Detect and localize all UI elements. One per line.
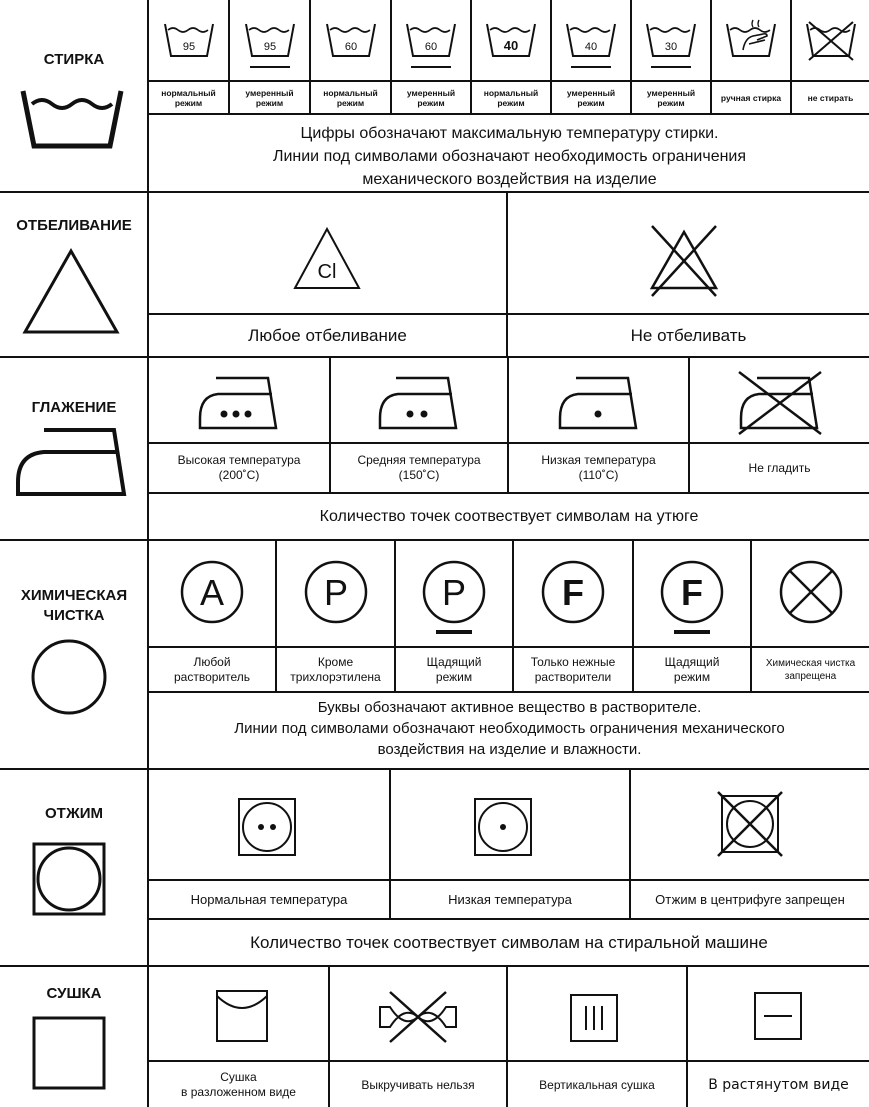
do-not-dry-clean-icon [777, 558, 845, 626]
label-line: Высокая температура [177, 453, 301, 467]
bleach-triangle-icon [22, 248, 120, 336]
wash-temp-label: 60 [344, 41, 357, 53]
bleach-any-label: Любое отбеливание [248, 325, 407, 345]
drip-dry-icon [570, 994, 618, 1042]
dry-cleaning-label [634, 648, 750, 691]
do-not-wring-label: Выкручивать нельзя [361, 1077, 475, 1092]
wash-temp-label: 40 [503, 38, 519, 53]
label-line: трихлорэтилена [290, 669, 381, 684]
iron-temperature-label [149, 444, 329, 492]
chlorine-label: Cl [317, 261, 337, 283]
iron-temperature-label [509, 444, 688, 492]
drycleaning-note-line: воздействия на изделие и влажности. [377, 741, 642, 758]
no-spin-label: Отжим в центрифуге запрещен [655, 892, 845, 907]
dry-flat-label-line: в разложенном виде [181, 1084, 296, 1099]
washing-note-line: механического воздействия на изделие [362, 171, 657, 188]
label-line: режим [673, 669, 711, 684]
wash-temp-label: 40 [584, 41, 598, 53]
gentle-process-bar [436, 630, 472, 634]
section-title-ironing: ГЛАЖЕНИЕ [31, 399, 117, 416]
label-line: Только нежные [530, 654, 616, 669]
dry-flat-icon [216, 990, 268, 1042]
iron-medium-icon [374, 370, 464, 436]
label-line: (150˚C) [398, 468, 440, 482]
wash-temp-label: 95 [263, 41, 276, 53]
bleach-chlorine-icon [292, 226, 362, 292]
iron-icon [14, 426, 128, 498]
wash-40-icon [483, 18, 539, 62]
no-tumble-dry-icon [716, 790, 784, 858]
dry-cleaning-label [514, 648, 632, 691]
gentle-cycle-bar [571, 66, 611, 68]
label-line: (110˚C) [578, 468, 619, 482]
solvent-letter: F [681, 572, 703, 613]
label-line: Низкая температура [541, 453, 656, 467]
wash-60-icon [323, 18, 379, 62]
gentle-process-bar [674, 630, 710, 634]
label-line: режим [435, 669, 473, 684]
gentle-cycle-bar [250, 66, 290, 68]
label-line: Щадящий [664, 654, 720, 669]
label-line: Любой [193, 654, 231, 669]
washing-note-line: Цифры обозначают максимальную температуру стирки. [300, 125, 719, 142]
dry-flat-label-line: Сушка [220, 1069, 257, 1084]
spin-low-icon [474, 798, 532, 856]
label-line: Щадящий [426, 654, 482, 669]
wash-mode-label: умеренный режим [245, 87, 294, 108]
do-not-wring-icon [376, 990, 460, 1044]
dry-clean-any-solvent-icon [178, 558, 246, 626]
section-title-bleaching: ОТБЕЛИВАНИЕ [16, 217, 132, 234]
line-dry-icon [754, 992, 802, 1040]
section-title-spinning: ОТЖИМ [44, 805, 104, 822]
spin-normal-icon [238, 798, 296, 856]
wash-temp-label: 30 [664, 41, 678, 53]
spin-low-label: Низкая температура [448, 892, 572, 907]
spin-normal-label: Нормальная температура [190, 892, 348, 907]
wash-mode-label: умеренный режим [406, 87, 456, 108]
wash-temp-label: 95 [182, 41, 195, 53]
label-line: растворители [534, 669, 612, 684]
wash-temp-label: 60 [424, 41, 438, 53]
dry-clean-perchlorethylene-icon [302, 558, 370, 626]
label-line: (200˚C) [218, 468, 260, 482]
tumble-dry-icon [32, 842, 106, 916]
wash-95-gentle-icon [242, 18, 298, 62]
dry-clean-gentle-f-icon [658, 558, 726, 626]
iron-low-icon [554, 370, 644, 436]
washing-note-line: Линии под символами обозначают необходимость ограничения [272, 148, 747, 165]
wash-mode-label: нормальный режим [161, 87, 216, 108]
solvent-letter: F [562, 572, 584, 613]
iron-temperature-label [690, 444, 869, 492]
label-line: Кроме [317, 654, 354, 669]
ironing-note: Количество точек соотвествует символам на утюге [319, 507, 699, 525]
section-title-drycleaning [0, 586, 148, 626]
iron-temperature-label [331, 444, 507, 492]
wash-95-icon [161, 18, 217, 62]
label-line: Химическая чистка [765, 657, 856, 669]
dry-cleaning-label [396, 648, 512, 691]
do-not-bleach-label: Не отбеливать [630, 325, 747, 345]
solvent-letter: P [441, 572, 467, 613]
wash-mode-label: нормальный режим [483, 87, 539, 108]
do-not-bleach-icon [648, 222, 720, 298]
wash-mode-label: не стирать [807, 92, 854, 103]
dry-clean-circle-icon [30, 638, 108, 716]
section-title-drying: СУШКА [46, 985, 102, 1002]
hand-wash-icon [723, 18, 779, 62]
do-not-iron-icon [735, 370, 825, 436]
dry-clean-gentle-p-icon [420, 558, 488, 626]
wash-30-gentle-icon [643, 18, 699, 62]
drycleaning-note [150, 697, 869, 760]
do-not-wash-icon [803, 18, 859, 62]
wash-mode-label: ручная стирка [720, 92, 782, 103]
solvent-letter: P [323, 572, 348, 613]
wash-mode-label: умеренный режим [566, 87, 616, 108]
gentle-cycle-bar [411, 66, 451, 68]
section-title-line: ЧИСТКА [43, 607, 105, 624]
label-line: Не гладить [748, 460, 811, 475]
wash-40-gentle-icon [563, 18, 619, 62]
wash-mode-label: умеренный режим [646, 87, 696, 108]
wash-mode-label: нормальный режим [323, 87, 378, 108]
gentle-cycle-bar [651, 66, 691, 68]
dry-cleaning-label [277, 648, 394, 691]
drycleaning-note-line: Буквы обозначают активное вещество в растворителе. [317, 699, 702, 716]
spinning-note: Количество точек соотвествует символам на стиральной машине [250, 932, 768, 952]
wash-basin-icon [20, 88, 124, 150]
section-title-washing: СТИРКА [43, 51, 105, 68]
drip-dry-label: Вертикальная сушка [539, 1077, 655, 1092]
label-line: запрещена [784, 670, 837, 682]
line-dry-label: В растянутом виде [708, 1076, 849, 1093]
dry-clean-petroleum-icon [539, 558, 607, 626]
dry-cleaning-label [752, 648, 869, 691]
label-line: Средняя температура [357, 453, 481, 467]
solvent-letter: A [199, 572, 225, 613]
wash-60-gentle-icon [403, 18, 459, 62]
drying-square-icon [32, 1016, 106, 1090]
dry-flat-label [149, 1062, 328, 1107]
dry-cleaning-label [149, 648, 275, 691]
iron-high-icon [194, 370, 284, 436]
section-title-line: ХИМИЧЕСКАЯ [20, 587, 128, 604]
drycleaning-note-line: Линии под символами обозначают необходимость ограничения механического [234, 720, 785, 737]
washing-note [150, 122, 869, 191]
label-line: растворитель [173, 669, 251, 684]
